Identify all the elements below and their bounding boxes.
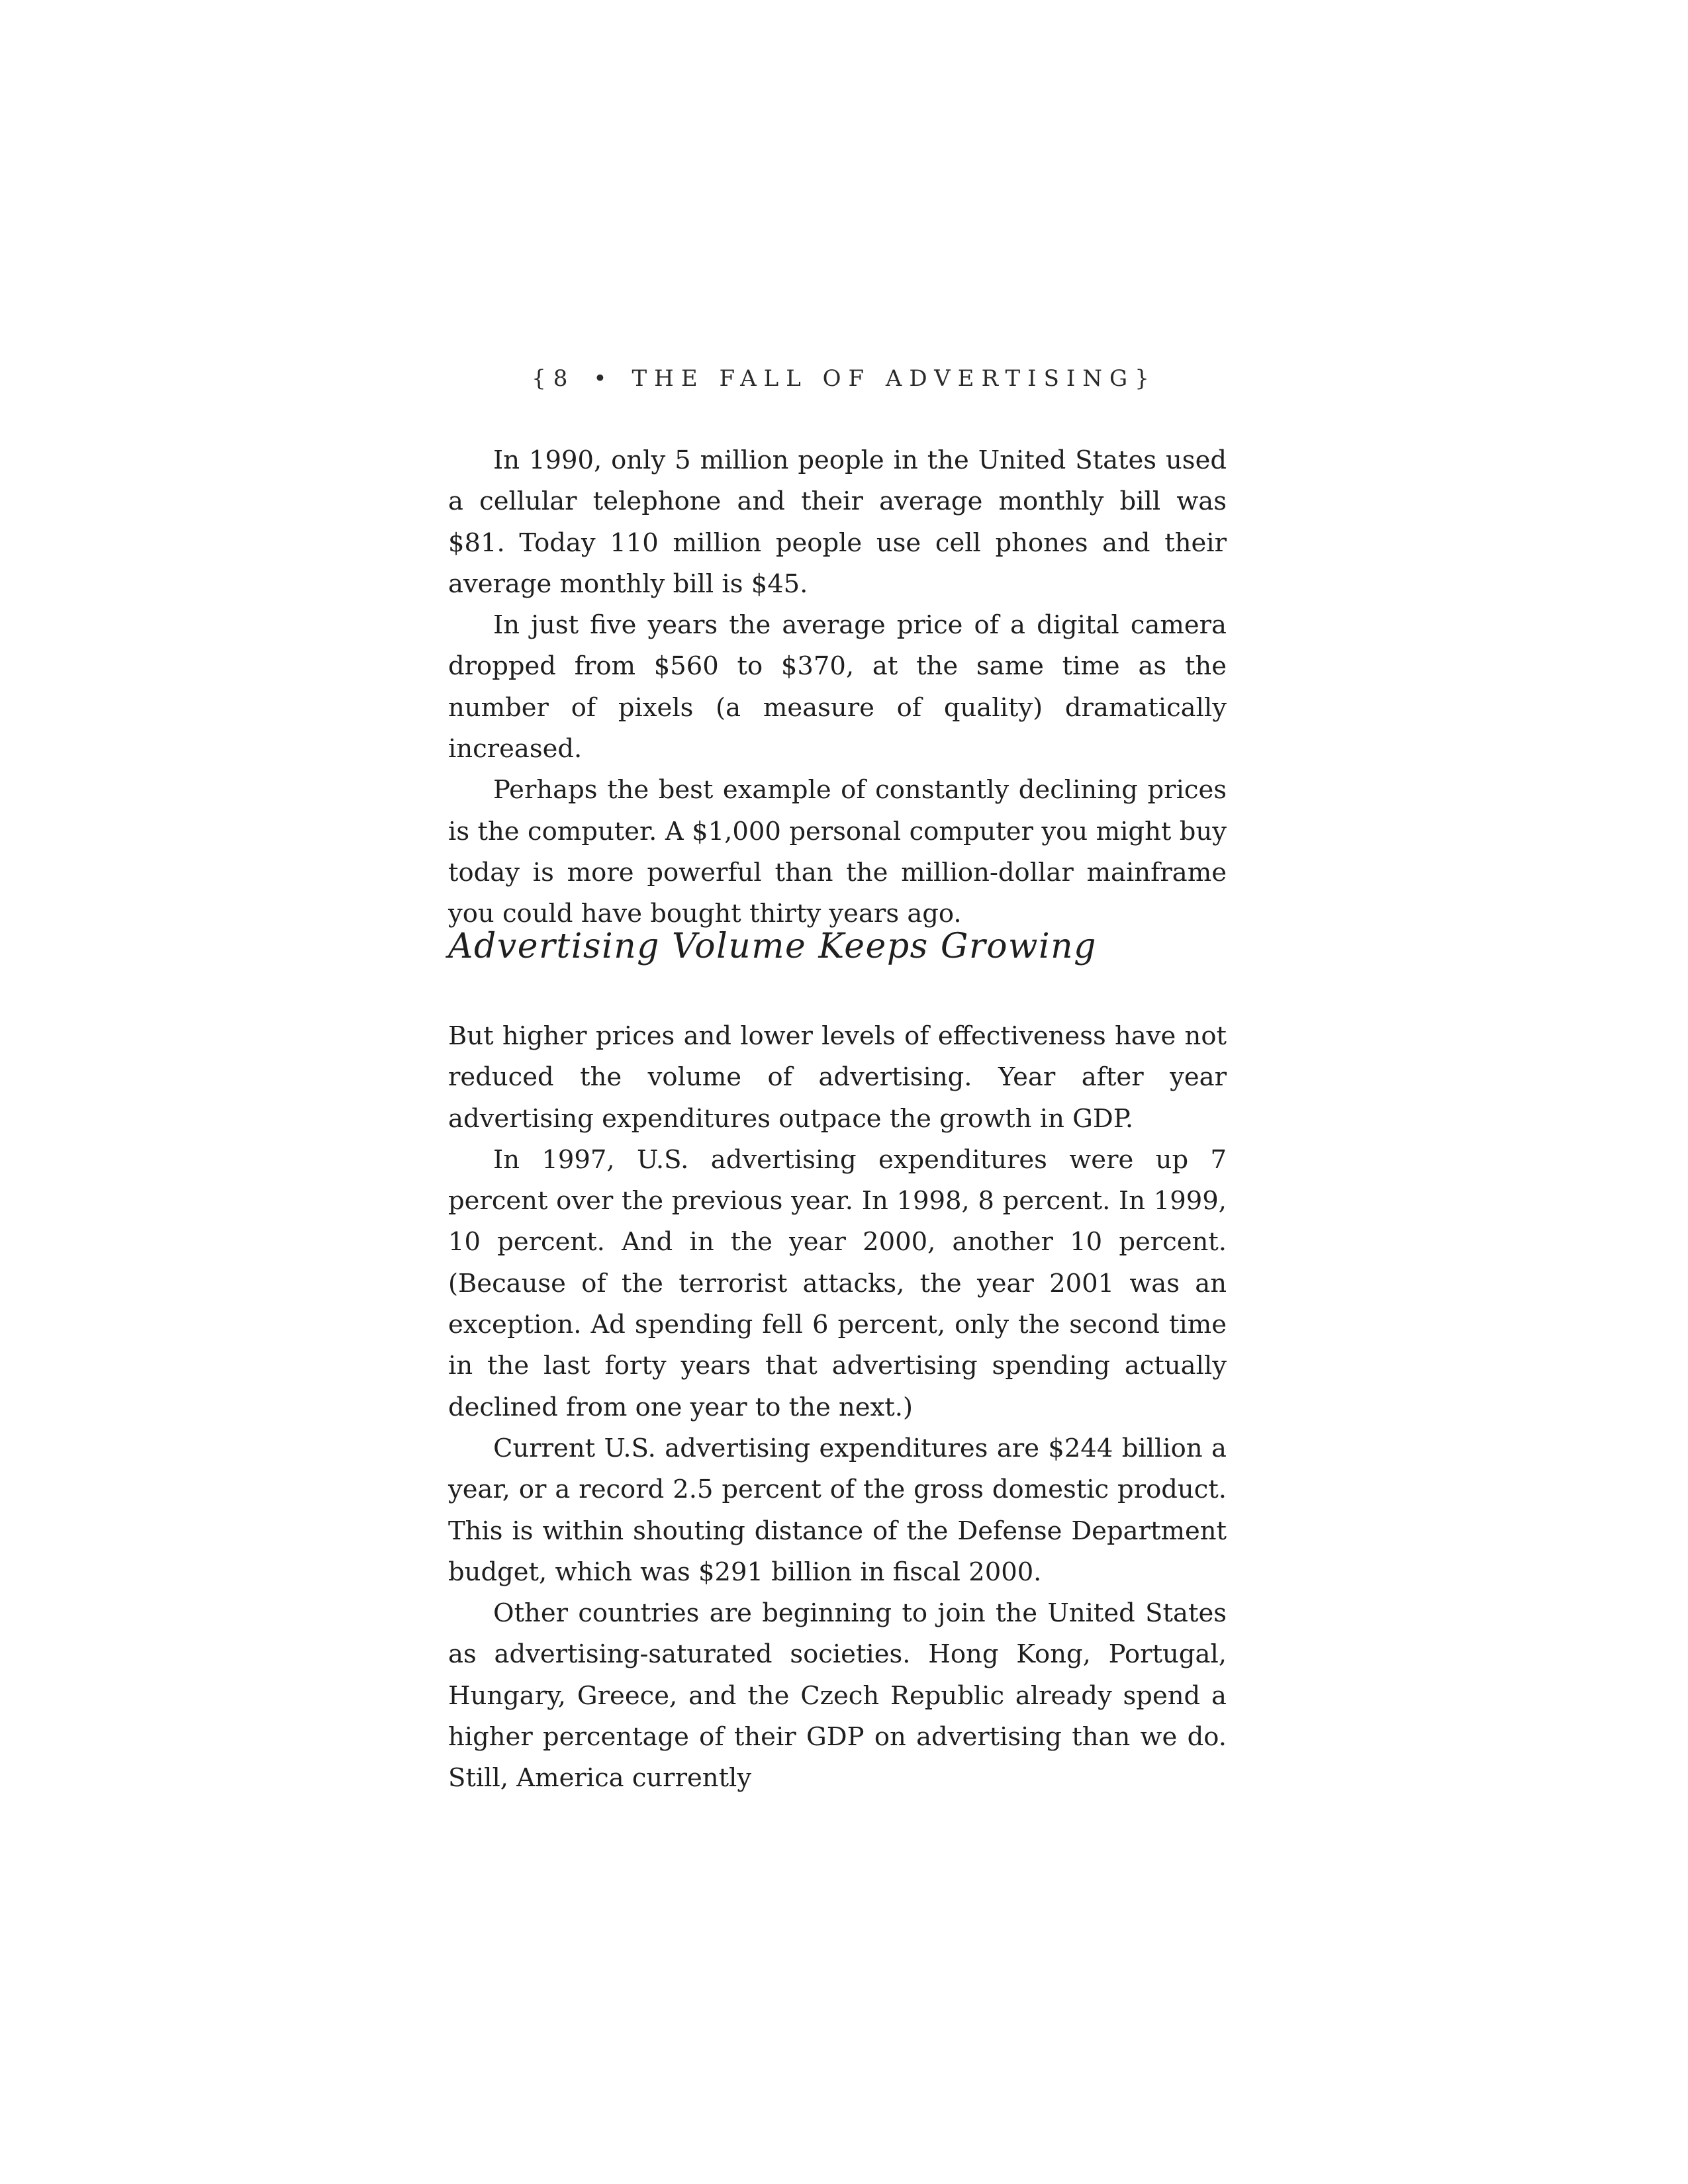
paragraph-computer-prices: Perhaps the best example of constantly declining prices is the computer. A $1,000 personal computer you might buy today is more powerful than the million-dollar mainframe you could have bought thirty years ago.: [448, 775, 1227, 929]
paragraph-current-expenditures: Current U.S. advertising expenditures are $244 billion a year, or a record 2.5 percent of the gross domestic product. This is within shouting distance of the Defense Department budget, which was $291 billion in fiscal 2000.: [448, 1433, 1227, 1587]
paragraph-advertising-volume: But higher prices and lower levels of effectiveness have not reduced the volume of advertising. Year after year advertising expenditures outpace the growth in GDP.: [448, 1021, 1227, 1134]
paragraph-expenditure-growth: In 1997, U.S. advertising expenditures were up 7 percent over the previous year. In 1998, 8 percent. In 1999, 10 percent. And in the year 2000, another 10 percent. (Because of the terrorist attacks, the year 2001 was an exception. Ad spending fell 6 percent, only the second time in the last forty years that advertising spending actually declined from one year to the next.): [448, 1144, 1227, 1422]
bullet-separator: •: [593, 365, 607, 392]
paragraph-digital-camera: In just five years the average price of a digital camera dropped from $560 to $370, at the same time as the number of pixels (a measure of quality) dramatically increased.: [448, 610, 1227, 764]
running-head-close-brace: }: [1135, 365, 1156, 392]
body-text-before-heading: [448, 440, 1227, 935]
running-head-title: THE FALL OF ADVERTISING: [632, 365, 1135, 392]
body-text-after-heading: [448, 1016, 1227, 1799]
paragraph-cell-phones: In 1990, only 5 million people in the United States used a cellular telephone and their average monthly bill was $81. Today 110 million people use cell phones and their average monthly bill is $45.: [448, 445, 1227, 599]
running-head-open-brace: {: [532, 365, 553, 392]
page-number: 8: [553, 365, 575, 392]
paragraph-other-countries: Other countries are beginning to join the United States as advertising-saturated societies. Hong Kong, Portugal, Hungary, Greece, and the Czech Republic already spend a higher percentage of their GDP on advertising than we do. Still, America currently: [448, 1598, 1227, 1794]
running-head: [0, 365, 1688, 392]
section-heading: Advertising Volume Keeps Growing: [448, 927, 1097, 966]
